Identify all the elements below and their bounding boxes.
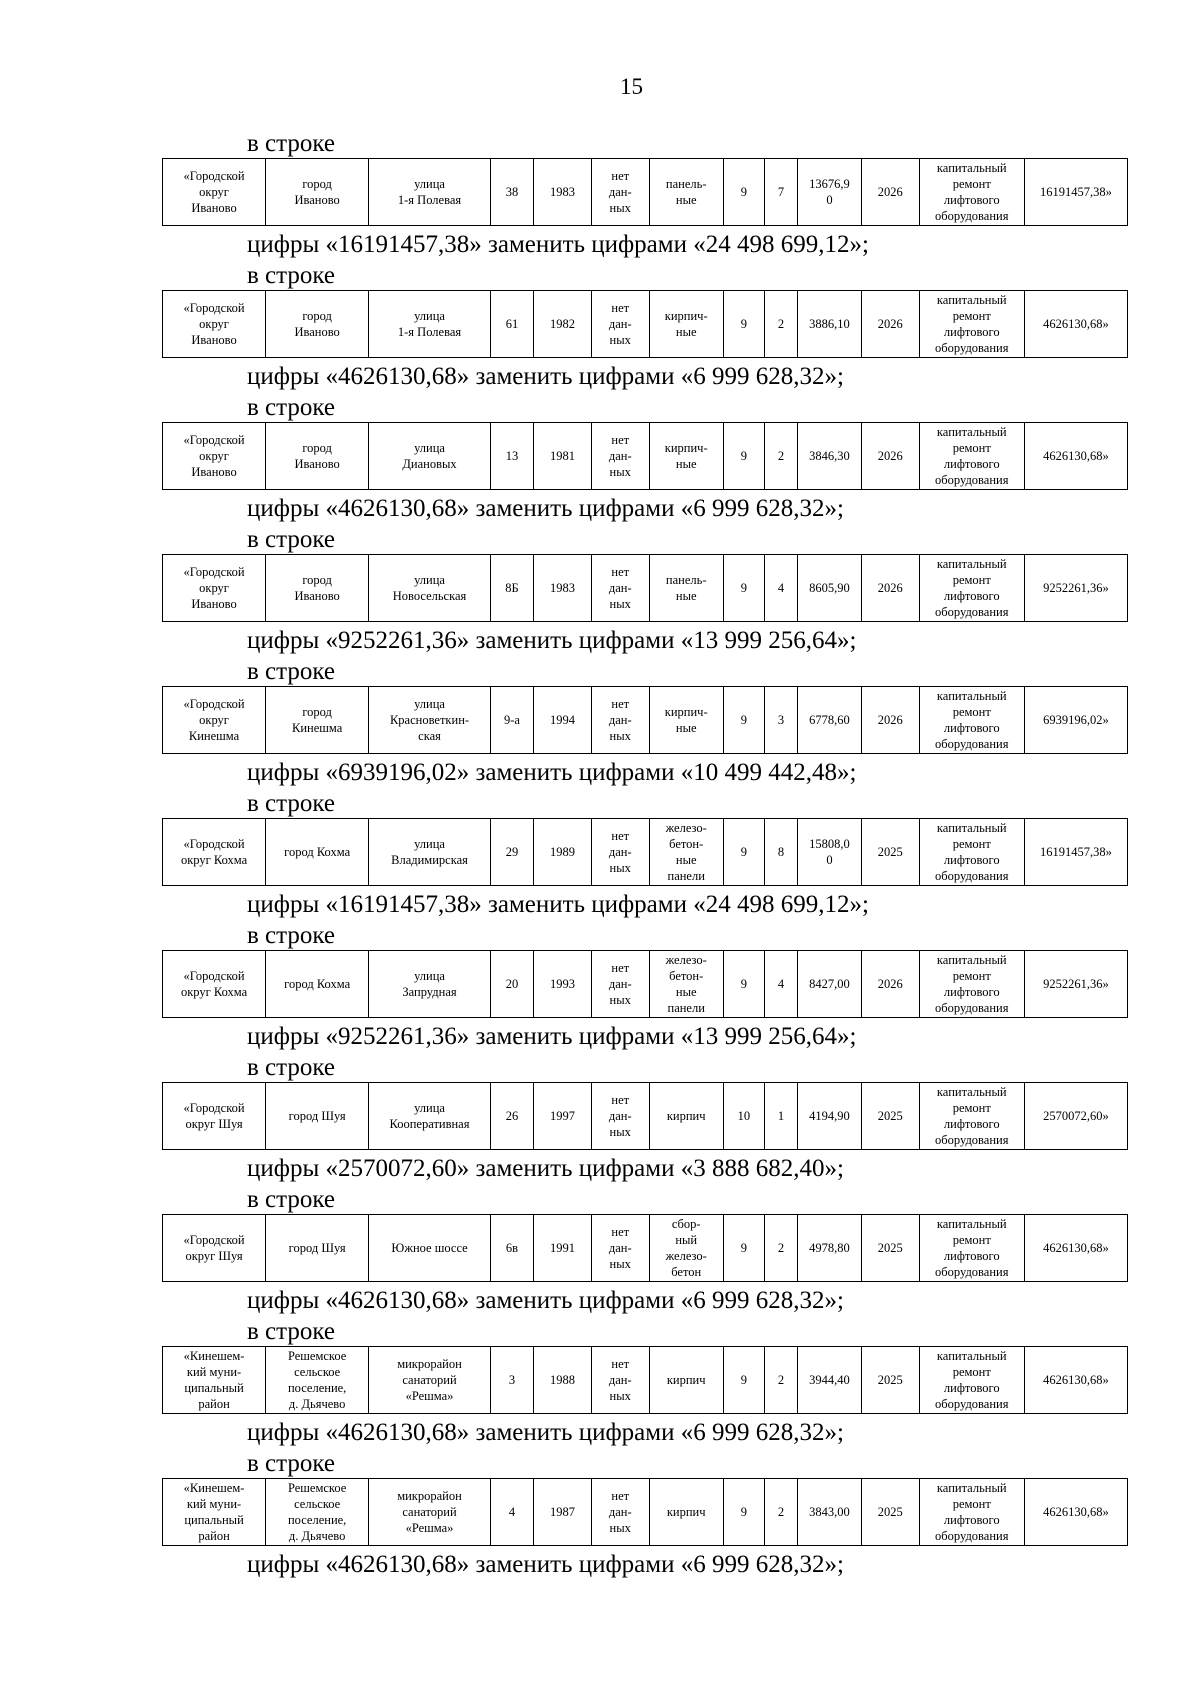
cell-wall-material: кирпич	[649, 1083, 723, 1150]
address-table	[162, 290, 1128, 358]
cell-year-built: 1983	[534, 555, 592, 622]
table-row	[163, 555, 1128, 622]
replacement-text: цифры «4626130,68» заменить цифрами «6 999 628,32»;	[247, 1551, 844, 1578]
cell-municipality: «Городской округ Иваново	[163, 291, 266, 358]
cell-settlement: город Кинешма	[266, 687, 369, 754]
cell-area: 8605,90	[798, 555, 862, 622]
intro-text: в строке	[247, 526, 336, 553]
cell-wall-data: нет дан- ных	[591, 291, 649, 358]
cell-floors: 9	[723, 1479, 764, 1546]
cell-lifts: 2	[765, 1215, 798, 1282]
cell-street: улица Новосельская	[369, 555, 491, 622]
cell-lifts: 2	[765, 1347, 798, 1414]
table-row	[163, 819, 1128, 886]
cell-wall-material: кирпич- ные	[649, 687, 723, 754]
cell-year-built: 1991	[534, 1215, 592, 1282]
cell-house-number: 13	[490, 423, 533, 490]
cell-lifts: 2	[765, 423, 798, 490]
cell-house-number: 61	[490, 291, 533, 358]
address-table	[162, 422, 1128, 490]
cell-municipality: «Городской округ Кохма	[163, 951, 266, 1018]
cell-lifts: 2	[765, 291, 798, 358]
cell-street: Южное шоссе	[369, 1215, 491, 1282]
cell-settlement: город Иваново	[266, 159, 369, 226]
cell-lifts: 2	[765, 1479, 798, 1546]
cell-year-built: 1983	[534, 159, 592, 226]
cell-repair-year: 2026	[861, 951, 919, 1018]
cell-street: улица 1-я Полевая	[369, 291, 491, 358]
cell-wall-data: нет дан- ных	[591, 423, 649, 490]
cell-street: улица Запрудная	[369, 951, 491, 1018]
cell-wall-material: кирпич- ные	[649, 423, 723, 490]
cell-amount: 9252261,36»	[1024, 951, 1127, 1018]
cell-repair-year: 2026	[861, 687, 919, 754]
cell-year-built: 1993	[534, 951, 592, 1018]
address-table	[162, 158, 1128, 226]
replacement-text: цифры «4626130,68» заменить цифрами «6 999 628,32»;	[247, 495, 844, 522]
cell-area: 3944,40	[798, 1347, 862, 1414]
intro-text: в строке	[247, 394, 336, 421]
cell-settlement: Решемское сельское поселение, д. Дьячево	[266, 1479, 369, 1546]
cell-floors: 9	[723, 159, 764, 226]
intro-text: в строке	[247, 130, 336, 157]
intro-text: в строке	[247, 1450, 336, 1477]
cell-floors: 9	[723, 819, 764, 886]
cell-house-number: 8Б	[490, 555, 533, 622]
table-row	[163, 1347, 1128, 1414]
table-row	[163, 159, 1128, 226]
address-table	[162, 1478, 1128, 1546]
cell-municipality: «Городской округ Иваново	[163, 159, 266, 226]
cell-floors: 10	[723, 1083, 764, 1150]
cell-work-type: капитальный ремонт лифтового оборудования	[919, 687, 1024, 754]
cell-work-type: капитальный ремонт лифтового оборудования	[919, 1215, 1024, 1282]
cell-floors: 9	[723, 423, 764, 490]
table-row	[163, 1215, 1128, 1282]
cell-year-built: 1994	[534, 687, 592, 754]
cell-repair-year: 2025	[861, 1347, 919, 1414]
intro-text: в строке	[247, 658, 336, 685]
cell-municipality: «Городской округ Кинешма	[163, 687, 266, 754]
cell-wall-material: железо- бетон- ные панели	[649, 819, 723, 886]
cell-wall-data: нет дан- ных	[591, 819, 649, 886]
address-table	[162, 950, 1128, 1018]
cell-municipality: «Городской округ Шуя	[163, 1083, 266, 1150]
address-table	[162, 818, 1128, 886]
address-table	[162, 686, 1128, 754]
cell-year-built: 1987	[534, 1479, 592, 1546]
cell-house-number: 38	[490, 159, 533, 226]
cell-repair-year: 2026	[861, 423, 919, 490]
replacement-text: цифры «9252261,36» заменить цифрами «13 999 256,64»;	[247, 1023, 857, 1050]
cell-repair-year: 2026	[861, 291, 919, 358]
cell-work-type: капитальный ремонт лифтового оборудования	[919, 1083, 1024, 1150]
cell-work-type: капитальный ремонт лифтового оборудования	[919, 1479, 1024, 1546]
cell-house-number: 20	[490, 951, 533, 1018]
replacement-text: цифры «4626130,68» заменить цифрами «6 999 628,32»;	[247, 1287, 844, 1314]
cell-wall-data: нет дан- ных	[591, 1083, 649, 1150]
cell-work-type: капитальный ремонт лифтового оборудования	[919, 819, 1024, 886]
cell-work-type: капитальный ремонт лифтового оборудования	[919, 291, 1024, 358]
cell-repair-year: 2025	[861, 1479, 919, 1546]
cell-settlement: город Иваново	[266, 291, 369, 358]
replacement-text: цифры «9252261,36» заменить цифрами «13 999 256,64»;	[247, 627, 857, 654]
cell-wall-material: кирпич	[649, 1479, 723, 1546]
cell-year-built: 1997	[534, 1083, 592, 1150]
cell-settlement: город Кохма	[266, 951, 369, 1018]
cell-floors: 9	[723, 1347, 764, 1414]
replacement-text: цифры «4626130,68» заменить цифрами «6 999 628,32»;	[247, 363, 844, 390]
cell-wall-data: нет дан- ных	[591, 159, 649, 226]
address-table	[162, 1082, 1128, 1150]
cell-year-built: 1989	[534, 819, 592, 886]
cell-house-number: 29	[490, 819, 533, 886]
cell-municipality: «Городской округ Шуя	[163, 1215, 266, 1282]
cell-amount: 4626130,68»	[1024, 1347, 1127, 1414]
cell-area: 3846,30	[798, 423, 862, 490]
cell-amount: 4626130,68»	[1024, 291, 1127, 358]
cell-lifts: 7	[765, 159, 798, 226]
cell-street: улица Кооперативная	[369, 1083, 491, 1150]
cell-municipality: «Городской округ Иваново	[163, 423, 266, 490]
intro-text: в строке	[247, 1054, 336, 1081]
intro-text: в строке	[247, 262, 336, 289]
cell-street: улица Диановых	[369, 423, 491, 490]
page-number: 15	[620, 74, 643, 99]
cell-area: 15808,0 0	[798, 819, 862, 886]
cell-repair-year: 2026	[861, 555, 919, 622]
cell-floors: 9	[723, 555, 764, 622]
cell-wall-material: железо- бетон- ные панели	[649, 951, 723, 1018]
cell-work-type: капитальный ремонт лифтового оборудования	[919, 159, 1024, 226]
cell-wall-material: кирпич- ные	[649, 291, 723, 358]
cell-floors: 9	[723, 687, 764, 754]
replacement-text: цифры «16191457,38» заменить цифрами «24 498 699,12»;	[247, 231, 869, 258]
cell-work-type: капитальный ремонт лифтового оборудования	[919, 951, 1024, 1018]
cell-amount: 9252261,36»	[1024, 555, 1127, 622]
address-table	[162, 1214, 1128, 1282]
cell-work-type: капитальный ремонт лифтового оборудования	[919, 555, 1024, 622]
cell-house-number: 9-а	[490, 687, 533, 754]
cell-amount: 16191457,38»	[1024, 819, 1127, 886]
address-table	[162, 1346, 1128, 1414]
cell-wall-data: нет дан- ных	[591, 687, 649, 754]
cell-street: улица Красноветкин- ская	[369, 687, 491, 754]
cell-wall-material: сбор- ный железо- бетон	[649, 1215, 723, 1282]
cell-area: 4978,80	[798, 1215, 862, 1282]
cell-settlement: город Иваново	[266, 555, 369, 622]
cell-year-built: 1982	[534, 291, 592, 358]
cell-repair-year: 2026	[861, 159, 919, 226]
table-row	[163, 687, 1128, 754]
cell-municipality: «Городской округ Иваново	[163, 555, 266, 622]
cell-amount: 4626130,68»	[1024, 1215, 1127, 1282]
cell-street: микрорайон санаторий «Решма»	[369, 1479, 491, 1546]
cell-lifts: 8	[765, 819, 798, 886]
cell-repair-year: 2025	[861, 1083, 919, 1150]
cell-house-number: 4	[490, 1479, 533, 1546]
cell-wall-data: нет дан- ных	[591, 555, 649, 622]
replacement-text: цифры «2570072,60» заменить цифрами «3 888 682,40»;	[247, 1155, 844, 1182]
cell-area: 13676,9 0	[798, 159, 862, 226]
cell-floors: 9	[723, 291, 764, 358]
cell-wall-data: нет дан- ных	[591, 1479, 649, 1546]
cell-amount: 16191457,38»	[1024, 159, 1127, 226]
cell-wall-material: панель- ные	[649, 159, 723, 226]
cell-municipality: «Кинешем- кий муни- ципальный район	[163, 1479, 266, 1546]
cell-street: улица Владимирская	[369, 819, 491, 886]
address-table	[162, 554, 1128, 622]
cell-lifts: 4	[765, 951, 798, 1018]
intro-text: в строке	[247, 1318, 336, 1345]
cell-lifts: 1	[765, 1083, 798, 1150]
cell-area: 3886,10	[798, 291, 862, 358]
cell-floors: 9	[723, 951, 764, 1018]
cell-municipality: «Городской округ Кохма	[163, 819, 266, 886]
cell-amount: 2570072,60»	[1024, 1083, 1127, 1150]
cell-settlement: город Иваново	[266, 423, 369, 490]
cell-house-number: 3	[490, 1347, 533, 1414]
cell-year-built: 1988	[534, 1347, 592, 1414]
intro-text: в строке	[247, 922, 336, 949]
cell-municipality: «Кинешем- кий муни- ципальный район	[163, 1347, 266, 1414]
cell-lifts: 4	[765, 555, 798, 622]
cell-area: 4194,90	[798, 1083, 862, 1150]
cell-work-type: капитальный ремонт лифтового оборудования	[919, 1347, 1024, 1414]
cell-amount: 6939196,02»	[1024, 687, 1127, 754]
cell-area: 8427,00	[798, 951, 862, 1018]
intro-text: в строке	[247, 790, 336, 817]
cell-lifts: 3	[765, 687, 798, 754]
cell-settlement: город Кохма	[266, 819, 369, 886]
replacement-text: цифры «4626130,68» заменить цифрами «6 999 628,32»;	[247, 1419, 844, 1446]
table-row	[163, 1083, 1128, 1150]
replacement-text: цифры «6939196,02» заменить цифрами «10 499 442,48»;	[247, 759, 857, 786]
table-row	[163, 291, 1128, 358]
cell-house-number: 6в	[490, 1215, 533, 1282]
cell-street: улица 1-я Полевая	[369, 159, 491, 226]
cell-wall-material: кирпич	[649, 1347, 723, 1414]
cell-settlement: Решемское сельское поселение, д. Дьячево	[266, 1347, 369, 1414]
table-row	[163, 951, 1128, 1018]
cell-year-built: 1981	[534, 423, 592, 490]
cell-settlement: город Шуя	[266, 1215, 369, 1282]
cell-settlement: город Шуя	[266, 1083, 369, 1150]
table-row	[163, 1479, 1128, 1546]
cell-amount: 4626130,68»	[1024, 1479, 1127, 1546]
cell-amount: 4626130,68»	[1024, 423, 1127, 490]
cell-area: 6778,60	[798, 687, 862, 754]
cell-wall-data: нет дан- ных	[591, 1215, 649, 1282]
cell-area: 3843,00	[798, 1479, 862, 1546]
cell-street: микрорайон санаторий «Решма»	[369, 1347, 491, 1414]
cell-work-type: капитальный ремонт лифтового оборудования	[919, 423, 1024, 490]
cell-wall-material: панель- ные	[649, 555, 723, 622]
replacement-text: цифры «16191457,38» заменить цифрами «24 498 699,12»;	[247, 891, 869, 918]
table-row	[163, 423, 1128, 490]
intro-text: в строке	[247, 1186, 336, 1213]
cell-repair-year: 2025	[861, 1215, 919, 1282]
cell-wall-data: нет дан- ных	[591, 1347, 649, 1414]
cell-wall-data: нет дан- ных	[591, 951, 649, 1018]
cell-repair-year: 2025	[861, 819, 919, 886]
cell-floors: 9	[723, 1215, 764, 1282]
cell-house-number: 26	[490, 1083, 533, 1150]
